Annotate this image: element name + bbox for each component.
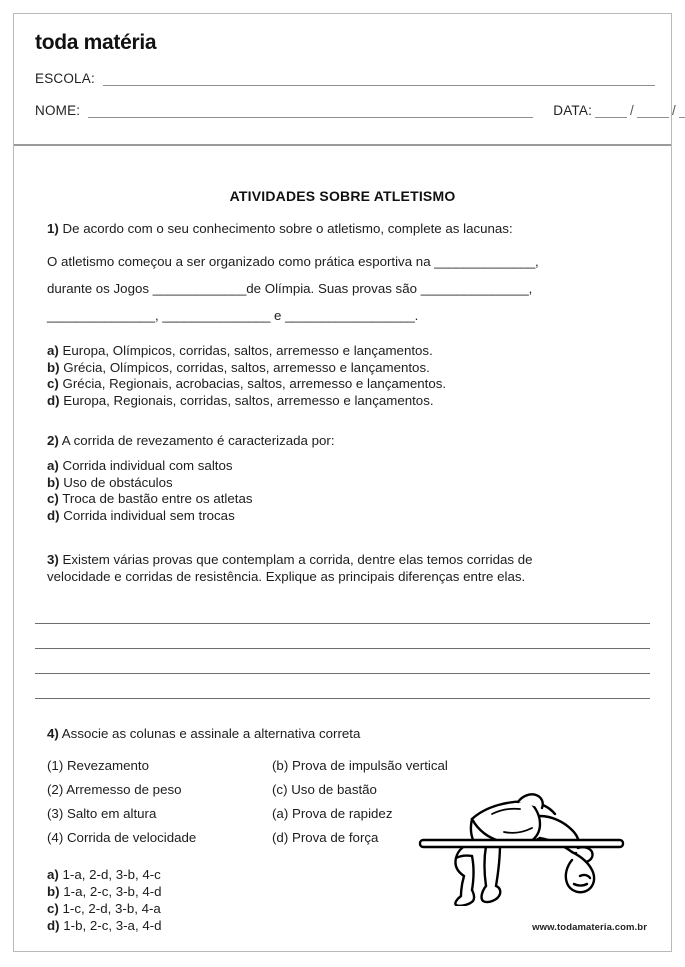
fill-text-2c: , <box>528 281 533 296</box>
option-item[interactable] <box>47 343 650 360</box>
question-3-number: 3) <box>47 552 59 567</box>
matching-row <box>47 754 650 778</box>
question-2-options <box>47 458 650 524</box>
option-text: Corrida individual sem trocas <box>63 507 235 523</box>
matching-left-item[interactable]: (3) Salto em altura <box>47 806 157 821</box>
fill-blank-5[interactable]: _______________ <box>162 308 271 323</box>
option-text: 1-c, 2-d, 3-b, 4-a <box>62 901 161 916</box>
option-letter: d) <box>47 392 60 408</box>
option-letter: a) <box>47 343 59 358</box>
option-item[interactable] <box>47 491 650 508</box>
date-label: DATA: <box>553 103 593 118</box>
fill-text-3a: , <box>154 308 163 323</box>
name-field-row <box>35 103 676 118</box>
matching-right-item[interactable]: (a) Prova de rapidez <box>272 806 393 821</box>
option-item[interactable] <box>47 458 650 475</box>
fill-text-2b: de Olímpia. Suas provas são <box>246 281 421 296</box>
question-2-number: 2) <box>47 433 59 448</box>
fill-text-3c: . <box>414 308 419 323</box>
fill-text-2a: durante os Jogos <box>47 281 153 296</box>
school-label: ESCOLA: <box>35 71 95 86</box>
date-day-input-line[interactable] <box>595 105 627 118</box>
date-year-input-line[interactable] <box>679 105 685 118</box>
question-3-text-line-2: velocidade e corridas de resistência. Explique as principais diferenças entre elas. <box>47 569 526 584</box>
question-1-fill-paragraph <box>47 248 650 329</box>
fill-blank-1[interactable]: ______________ <box>434 254 536 269</box>
page-title: ATIVIDADES SOBRE ATLETISMO <box>229 188 456 204</box>
option-text: Grécia, Regionais, acrobacias, saltos, arremesso e lançamentos. <box>62 376 447 391</box>
option-text: Europa, Regionais, corridas, saltos, arremesso e lançamentos. <box>63 392 434 408</box>
option-letter: c) <box>47 901 59 916</box>
question-3-prompt <box>47 551 650 585</box>
question-4-text: Associe as colunas e assinale a alternativa correta <box>61 726 361 741</box>
question-1-number: 1) <box>47 221 59 236</box>
option-text: Europa, Olímpicos, corridas, saltos, arremesso e lançamentos. <box>62 343 433 358</box>
fill-text-1a: O atletismo começou a ser organizado como prática esportiva na <box>47 254 435 269</box>
question-3-block <box>14 551 671 585</box>
brand-logo: toda matéria <box>35 31 157 54</box>
question-4-prompt <box>47 726 650 742</box>
matching-left-item[interactable]: (2) Arremesso de peso <box>47 782 182 797</box>
question-4-number: 4) <box>47 726 59 741</box>
option-item[interactable] <box>47 393 650 410</box>
option-text: 1-a, 2-d, 3-b, 4-c <box>62 867 161 882</box>
option-letter: b) <box>47 359 60 375</box>
question-1-prompt <box>47 221 650 237</box>
worksheet-page <box>13 13 676 952</box>
option-letter: d) <box>47 918 60 933</box>
question-3-text-line-1: Existem várias provas que contemplam a corrida, dentre elas temos corridas de <box>62 552 533 567</box>
date-month-input-line[interactable] <box>637 105 669 118</box>
option-text: 1-a, 2-c, 3-b, 4-d <box>63 884 162 899</box>
answer-line[interactable] <box>35 674 650 699</box>
school-input-line[interactable] <box>103 73 655 86</box>
worksheet-header <box>14 14 676 146</box>
name-input-line[interactable] <box>88 105 533 118</box>
option-letter: b) <box>47 884 60 899</box>
fill-blank-6[interactable]: __________________ <box>285 308 415 323</box>
high-jump-athlete-illustration <box>414 786 629 906</box>
question-2-block <box>14 433 671 524</box>
matching-left-item[interactable]: (1) Revezamento <box>47 758 149 773</box>
answer-line[interactable] <box>35 599 650 624</box>
option-letter: c) <box>47 376 59 391</box>
footer-website-url: www.todamateria.com.br <box>532 922 647 933</box>
option-letter: b) <box>47 474 60 490</box>
option-text: Corrida individual com saltos <box>62 458 233 473</box>
answer-line[interactable] <box>35 649 650 674</box>
matching-right-item[interactable]: (d) Prova de força <box>272 830 379 845</box>
matching-right-item[interactable]: (c) Uso de bastão <box>272 782 377 797</box>
question-1-options <box>47 343 650 409</box>
date-separator-2: / <box>671 103 676 118</box>
matching-left-item[interactable]: (4) Corrida de velocidade <box>47 830 197 845</box>
option-text: Uso de obstáculos <box>63 474 173 490</box>
fill-blank-3[interactable]: _______________ <box>420 281 529 296</box>
fill-blank-4[interactable]: _______________ <box>47 308 155 323</box>
answer-line[interactable] <box>35 624 650 649</box>
matching-right-item[interactable]: (b) Prova de impulsão vertical <box>272 758 448 773</box>
date-separator-1: / <box>630 103 634 118</box>
option-text: 1-b, 2-c, 3-a, 4-d <box>63 918 162 933</box>
option-letter: d) <box>47 507 60 523</box>
option-text: Grécia, Olímpicos, corridas, saltos, arremesso e lançamentos. <box>63 359 430 375</box>
fill-text-1b: , <box>535 254 539 269</box>
option-letter: c) <box>47 491 59 506</box>
question-2-text: A corrida de revezamento é caracterizada por: <box>61 433 335 448</box>
question-2-prompt <box>47 433 650 449</box>
question-1-block <box>14 221 671 409</box>
option-item[interactable] <box>47 376 650 393</box>
fill-text-3b: e <box>270 308 286 323</box>
option-letter: a) <box>47 867 59 882</box>
high-jump-bar <box>420 840 623 847</box>
school-field-row <box>35 71 655 86</box>
name-label: NOME: <box>35 103 81 118</box>
option-item[interactable] <box>47 360 650 377</box>
option-letter: a) <box>47 458 59 473</box>
high-jump-svg <box>414 786 629 906</box>
question-1-text: De acordo com o seu conhecimento sobre o atletismo, complete as lacunas: <box>62 221 513 236</box>
date-field-group <box>553 103 685 118</box>
option-text: Troca de bastão entre os atletas <box>62 491 253 506</box>
option-item[interactable] <box>47 475 650 492</box>
option-item[interactable] <box>47 508 650 525</box>
question-3-answer-area <box>14 599 671 699</box>
fill-blank-2[interactable]: _____________ <box>152 281 247 296</box>
